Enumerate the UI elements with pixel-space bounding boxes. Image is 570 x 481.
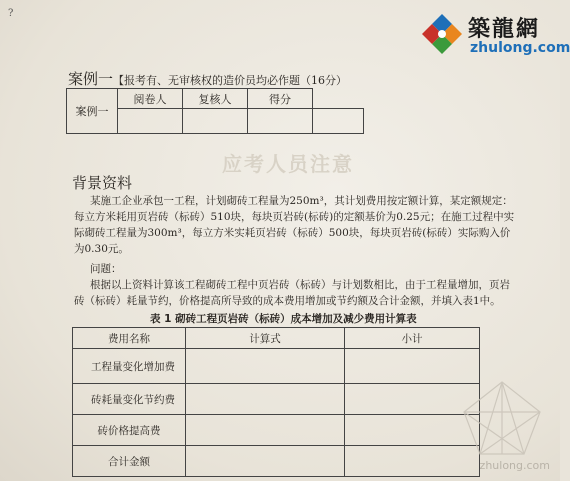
cost-row-name: 砖价格提高费 — [73, 415, 186, 446]
score-header-checker: 复核人 — [183, 89, 248, 109]
cost-table-header-row — [73, 328, 480, 349]
zhulong-logo — [418, 6, 570, 62]
score-extra-cell — [313, 109, 364, 134]
score-row-label: 案例一 — [67, 89, 118, 134]
body-line-6: 根据以上资料计算该工程砌砖工程中页岩砖（标砖）与计划数相比，由于工程量增加，页岩 — [90, 279, 510, 291]
case-heading — [68, 68, 347, 89]
watermark-text: zhulong.com — [479, 459, 550, 472]
cost-row-formula-cell[interactable] — [186, 415, 345, 446]
body-line-7: 砖（标砖）耗量节约，价格提高所导致的成本费用增加或节约额及合计金额，并填入表1中。 — [74, 295, 501, 307]
cost-row-formula-cell[interactable] — [186, 349, 345, 384]
cost-row-name: 合计金额 — [73, 446, 186, 477]
cost-table-row — [73, 446, 480, 477]
logo-diamond-icon — [420, 12, 464, 56]
body-line-3: 际砌砖工程量为300m³，每立方米实耗页岩砖（标砖）500块，每块页岩砖(标砖）实际购入价 — [74, 227, 511, 239]
faded-stamp: 应考人员注意 — [222, 152, 354, 176]
cost-row-name: 工程量变化增加费 — [73, 349, 186, 384]
cost-row-name: 砖耗量变化节约费 — [73, 384, 186, 415]
score-header-score: 得分 — [248, 89, 313, 109]
question-label: 问题： — [90, 263, 122, 275]
logo-brand-cn: 築龍網 — [468, 17, 541, 42]
corner-mark: ? — [8, 8, 14, 19]
body-line-4: 为0.30元。 — [74, 243, 129, 255]
table-caption: 表 1 砌砖工程页岩砖（标砖）成本增加及减少费用计算表 — [150, 313, 417, 325]
score-checker-cell[interactable] — [183, 109, 248, 134]
cost-header-subtotal: 小计 — [345, 328, 480, 349]
cost-header-name: 费用名称 — [73, 328, 186, 349]
logo-brand-en: zhulong.com — [470, 40, 570, 56]
cost-row-formula-cell[interactable] — [186, 446, 345, 477]
score-table-header-row — [67, 89, 364, 109]
score-blank-cell — [313, 89, 364, 109]
score-header-reviewer: 阅卷人 — [118, 89, 183, 109]
cost-table-row — [73, 384, 480, 415]
watermark — [448, 372, 556, 476]
case-subtitle: 【报考有、无审核权的造价员均必作题（16分） — [113, 74, 348, 87]
cost-table-row — [73, 415, 480, 446]
section-title: 背景资料 — [72, 174, 133, 192]
score-reviewer-cell[interactable] — [118, 109, 183, 134]
score-value-cell[interactable] — [248, 109, 313, 134]
case-title: 案例一 — [68, 70, 114, 88]
body-line-1: 某施工企业承包一工程，计划砌砖工程量为250m³，其计划费用按定额计算，某定额规定： — [90, 195, 513, 207]
cost-table — [72, 327, 480, 477]
cost-row-formula-cell[interactable] — [186, 384, 345, 415]
cost-table-row — [73, 349, 480, 384]
body-line-2: 每立方米耗用页岩砖（标砖）510块，每块页岩砖(标砖)的定额基价为0.25元；在施工过程中实 — [74, 211, 515, 223]
cost-header-formula: 计算式 — [186, 328, 345, 349]
score-table — [66, 88, 364, 134]
